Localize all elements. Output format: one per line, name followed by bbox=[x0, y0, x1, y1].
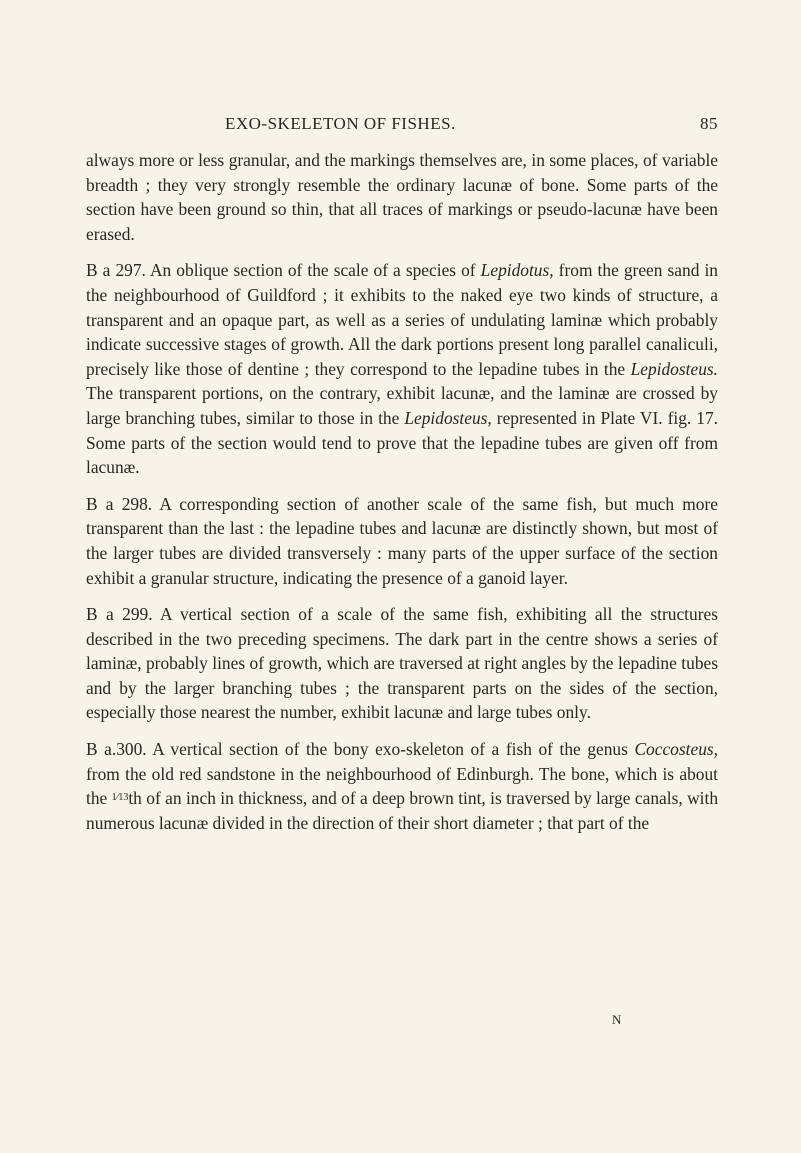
entry-text: A vertical section of a scale of the same fish, exhibiting all the structures described in the two preceding specimens. The dark part in the centre shows a series of laminæ, probably lines of growth, which are traversed at right angles by the lepadine tubes and by the larger branching tubes ; the transparent parts on the sides of the section, especially those nearest the number, exhibit lacunæ and large tubes only. bbox=[86, 604, 718, 723]
entry-text: from the old red sandstone in the neighbourhood of Edinburgh. The bone, which is about the bbox=[86, 763, 718, 809]
entry-label: B a 298. bbox=[86, 493, 153, 514]
entry-b-a-297 bbox=[86, 258, 718, 479]
entry-text: represented in Plate VI. fig. 17. Some parts of the section would tend to prove that the lepadine tubes are given off from lacunæ. bbox=[86, 407, 719, 478]
genus-name: Coccosteus, bbox=[634, 739, 719, 760]
running-title: EXO-SKELETON OF FISHES. bbox=[225, 114, 456, 133]
genus-name: Lepidosteus, bbox=[404, 407, 492, 428]
fraction: 1⁄13 bbox=[111, 792, 129, 804]
continuation-line: that all traces of markings or pseudo-lacunæ have been erased. bbox=[86, 199, 718, 244]
genus-name: Lepidotus, bbox=[480, 260, 554, 281]
continuation-line: lacunæ of bone. Some parts of the section have been ground so thin, bbox=[86, 174, 718, 220]
entry-text: A vertical section of the bony exo-skeleton of a fish of the genus bbox=[152, 739, 635, 760]
entry-b-a-298 bbox=[86, 492, 718, 590]
entry-label: B a 299. bbox=[86, 604, 153, 625]
continuation-paragraph bbox=[86, 148, 718, 246]
body-text bbox=[86, 148, 718, 835]
entry-b-a-300 bbox=[86, 737, 718, 835]
entry-label: B a 297. bbox=[86, 260, 146, 281]
entry-b-a-299 bbox=[86, 602, 718, 725]
signature-mark: N bbox=[612, 1012, 622, 1027]
entry-label: B a.300. bbox=[86, 739, 147, 760]
page-number: 85 bbox=[700, 114, 718, 133]
continuation-line: places, of variable breadth ; they very strongly resemble the ordinary bbox=[86, 150, 718, 195]
entry-text: A corresponding section of another scale of the same fish, but much more transparent than the last : the lepadine tubes and lacunæ are distinctly shown, but most of the larger tubes are divided transversely : many parts of the upper surface of the section exhibit a granular structure, indicating the presence of a ganoid layer. bbox=[86, 493, 719, 588]
entry-text: The transparent portions, on the contrary, exhibit lacunæ, and the laminæ are crossed by large branching tubes, similar to those in the bbox=[86, 383, 718, 428]
entry-text: from the green sand in the neighbourhood of Guildford ; it exhibits to the naked eye two kinds of structure, a transparent and an opaque part, as well as a series of undulating laminæ which probably indicate successive stages of growth. All the dark portions present long parallel canaliculi, precisely like those of dentine ; they correspond to the lepadine tubes in the bbox=[86, 260, 719, 379]
running-head bbox=[88, 114, 718, 138]
entry-text: th of an inch in thickness, and of a deep brown tint, is traversed by large canals, with numerous lacunæ divided in the direction of their short diameter ; that part of the bbox=[86, 788, 719, 833]
continuation-line: always more or less granular, and the markings themselves are, in some bbox=[86, 150, 587, 170]
entry-text: An oblique section of the scale of a species of bbox=[149, 260, 481, 281]
genus-name: Lepidosteus. bbox=[630, 358, 718, 379]
